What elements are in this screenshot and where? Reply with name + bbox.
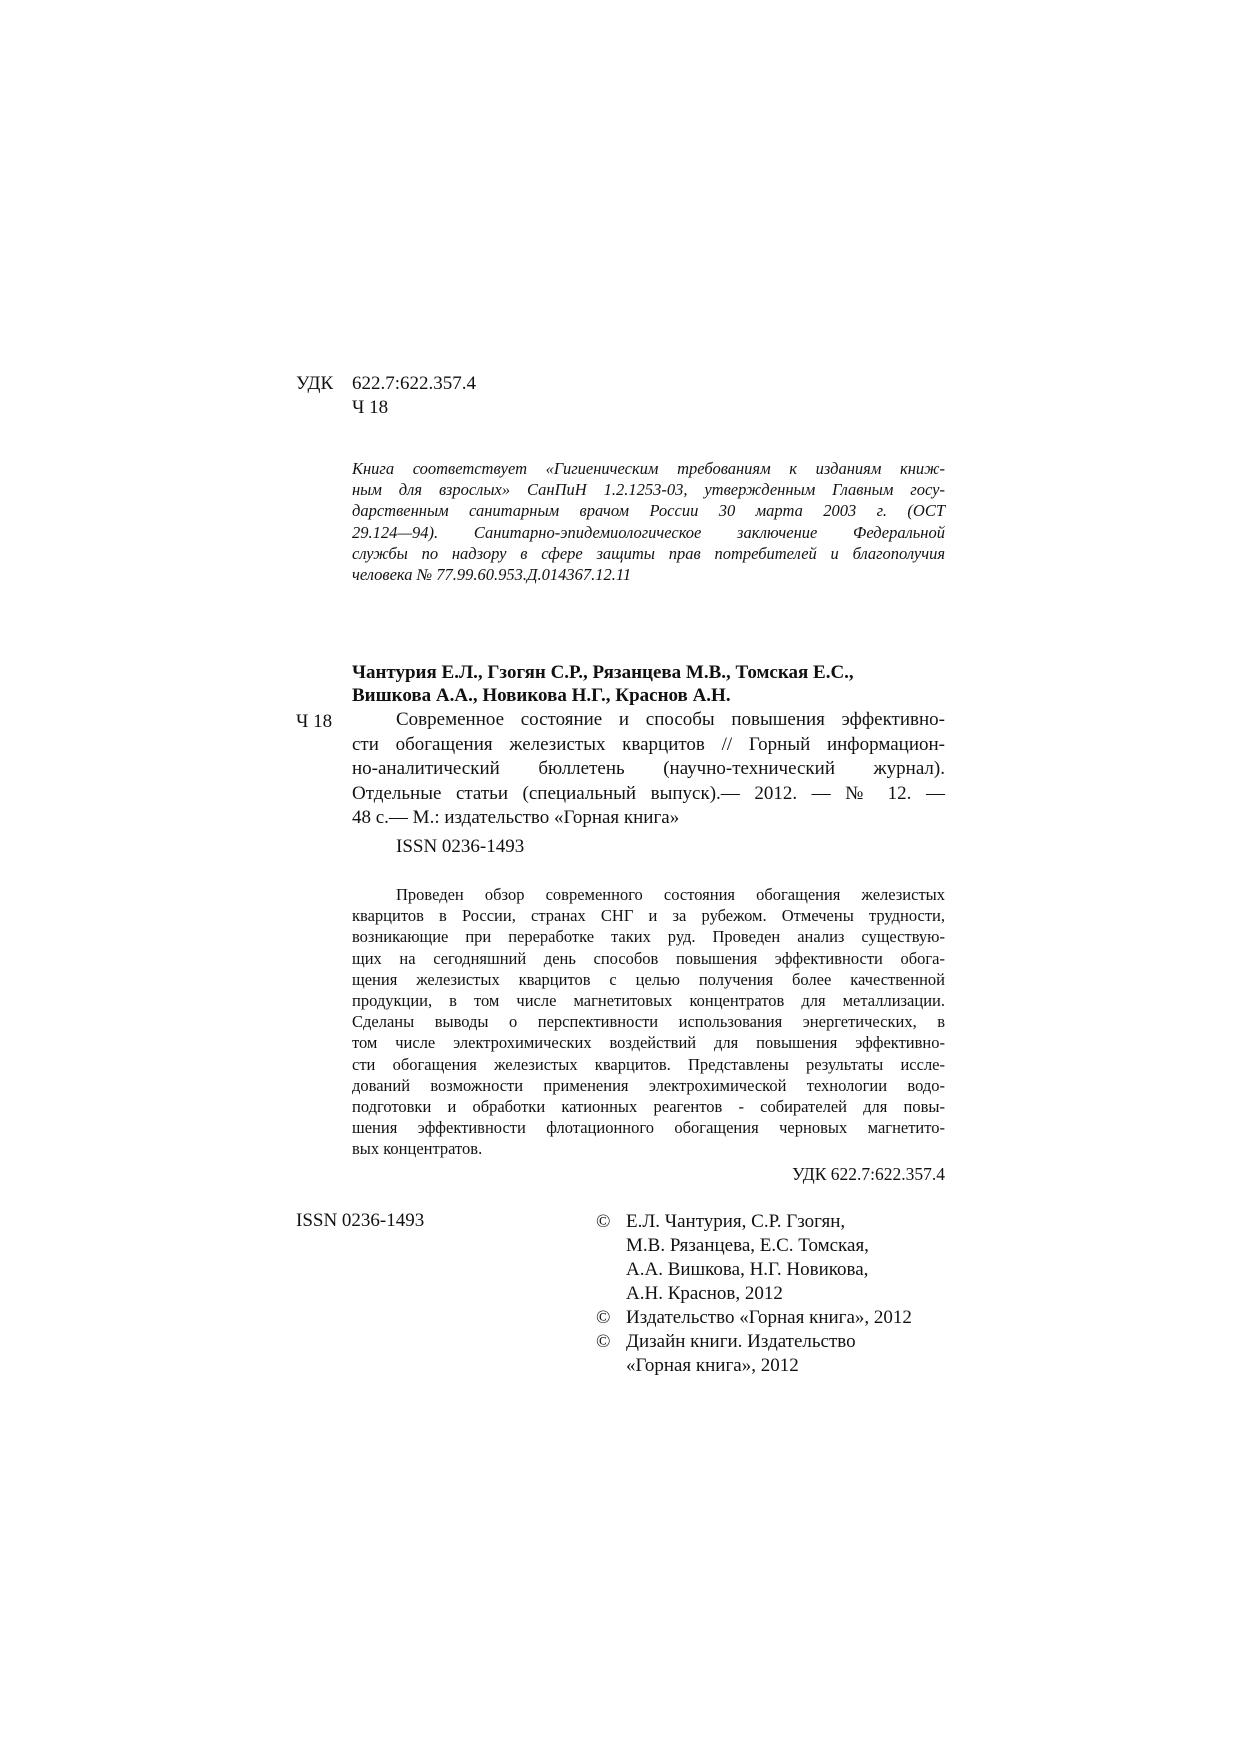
authors	[352, 661, 948, 707]
bibliographic-description	[352, 708, 945, 831]
abstract-line: возникающие при переработке таких руд. Проведен анализ существую-	[352, 927, 945, 947]
copyright-item	[596, 1330, 912, 1378]
hygiene-line: службы по надзору в сфере защиты прав потребителей и благополучия	[352, 543, 945, 563]
bib-line: сти обогащения железистых кварцитов // Горный информацион-	[352, 733, 945, 755]
udk-header	[296, 372, 476, 420]
abstract-line: вых концентратов.	[352, 1139, 483, 1159]
authors-line: Чантурия Е.Л., Гзогян С.Р., Рязанцева М.В., Томская Е.С.,	[352, 662, 854, 683]
abstract-line: щения железистых кварцитов с целью получения более качественной	[352, 969, 945, 989]
author-mark-left: Ч 18	[296, 711, 333, 732]
copyright-symbol: ©	[596, 1307, 611, 1328]
abstract-line: Сделаны выводы о перспективности использования энергетических, в	[352, 1012, 945, 1032]
hygiene-note	[352, 458, 945, 585]
abstract-line: Проведен обзор современного состояния обогащения железистых	[396, 885, 945, 904]
abstract-line: том числе электрохимических воздействий для повышения эффективно-	[352, 1033, 945, 1053]
udk-bottom: УДК 622.7:622.357.4	[792, 1164, 945, 1184]
copyright-line: Издательство «Горная книга», 2012	[626, 1307, 912, 1328]
copyright-line: А.А. Вишкова, Н.Г. Новикова,	[626, 1259, 869, 1280]
bib-line: Современное состояние и способы повышения эффективно-	[396, 709, 945, 730]
bib-line: но-аналитический бюллетень (научно-технический журнал).	[352, 758, 945, 780]
abstract-line: дований возможности применения электрохимической технологии водо-	[352, 1075, 945, 1095]
authors-line: Вишкова А.А., Новикова Н.Г., Краснов А.Н.	[352, 685, 731, 706]
issn-top: ISSN 0236-1493	[396, 836, 525, 857]
copyright-line: А.Н. Краснов, 2012	[626, 1283, 783, 1304]
copyright-line: «Горная книга», 2012	[626, 1355, 799, 1376]
hygiene-line: человека № 77.99.60.953.Д.014367.12.11	[352, 565, 632, 585]
abstract	[352, 884, 945, 1160]
hygiene-line: 29.124—94). Санитарно-эпидемиологическое заключение Федеральной	[352, 522, 945, 542]
issn-bottom: ISSN 0236-1493	[296, 1210, 425, 1231]
copyright-symbol: ©	[596, 1331, 611, 1352]
abstract-line: продукции, в том числе магнетитовых концентратов для металлизации.	[352, 991, 945, 1011]
copyright-line: Дизайн книги. Издательство	[626, 1331, 856, 1352]
copyright-item	[596, 1306, 912, 1330]
hygiene-line: Книга соответствует «Гигиеническим требованиям к изданиям книж-	[352, 459, 945, 478]
udk-author-mark: Ч 18	[352, 397, 389, 418]
copyright-symbol: ©	[596, 1211, 611, 1232]
udk-code: 622.7:622.357.4	[352, 373, 477, 394]
copyright-item	[596, 1210, 912, 1306]
copyright-line: Е.Л. Чантурия, С.Р. Гзогян,	[626, 1211, 846, 1232]
bib-line: Отдельные статьи (специальный выпуск).— 2012. — № 12. —	[352, 782, 945, 804]
copyright-block	[596, 1210, 912, 1378]
abstract-line: кварцитов в России, странах СНГ и за рубежом. Отмечены трудности,	[352, 906, 945, 926]
bib-line: 48 с.— М.: издательство «Горная книга»	[352, 807, 680, 829]
abstract-line: щих на сегодняшний день способов повышения эффективности обога-	[352, 948, 945, 968]
abstract-line: шения эффективности флотационного обогащения черновых магнетито-	[352, 1118, 945, 1138]
abstract-line: сти обогащения железистых кварцитов. Представлены результаты иссле-	[352, 1054, 945, 1074]
hygiene-line: ным для взрослых» СанПиН 1.2.1253-03, утвержденным Главным госу-	[352, 480, 945, 500]
hygiene-line: дарственным санитарным врачом России 30 марта 2003 г. (ОСТ	[352, 501, 945, 521]
copyright-line: М.В. Рязанцева, Е.С. Томская,	[626, 1235, 869, 1256]
udk-label: УДК	[296, 373, 334, 394]
abstract-line: подготовки и обработки катионных реагентов - собирателей для повы-	[352, 1097, 945, 1117]
